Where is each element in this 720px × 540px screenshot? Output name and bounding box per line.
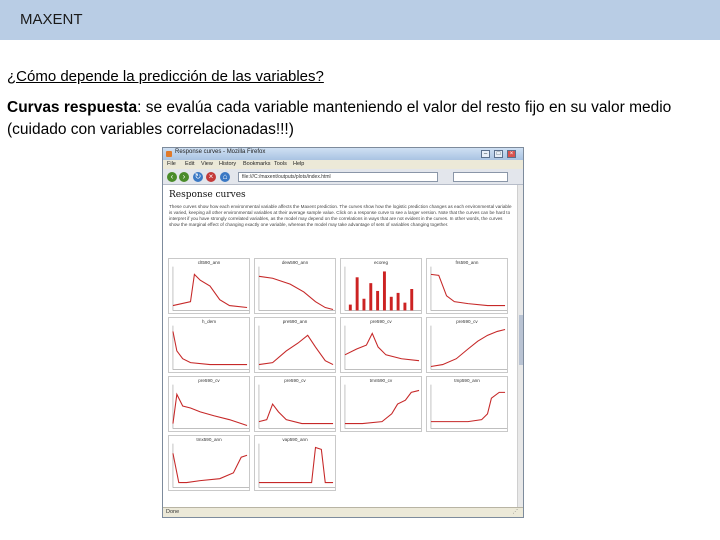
slide-body-text <box>7 97 713 141</box>
response-curve-plot <box>257 443 335 489</box>
response-curve-plot <box>171 325 249 371</box>
response-curve-label: pre590_cv <box>198 378 220 383</box>
slide-header-bar <box>0 0 720 40</box>
close-icon[interactable]: × <box>507 150 516 158</box>
status-resize-icon: ⋰ <box>512 509 518 515</box>
response-curve-line <box>173 331 247 364</box>
plot-axes <box>345 326 421 370</box>
search-input[interactable] <box>453 172 508 182</box>
menu-help[interactable]: Help <box>293 161 305 167</box>
maximize-icon[interactable]: □ <box>494 150 503 158</box>
response-bar <box>363 299 366 311</box>
response-curve-plot <box>343 325 421 371</box>
response-curve-line <box>431 274 505 305</box>
status-text: Done <box>166 509 180 515</box>
response-curve-line <box>259 447 333 482</box>
menu-tools[interactable]: Tools <box>274 161 287 167</box>
response-curve-label: tmp590_ann <box>454 378 480 383</box>
home-icon[interactable]: ⌂ <box>220 172 230 182</box>
response-curve-label: tmx590_ann <box>196 437 222 442</box>
slide-header-title: MAXENT <box>20 11 83 28</box>
address-url: file:///C:/maxent/outputs/plots/index.html <box>242 174 331 180</box>
body-bold-term: Curvas respuesta <box>7 99 138 116</box>
response-bar <box>390 297 393 311</box>
response-curve-line <box>173 274 247 307</box>
response-curve-label: pre590_cv <box>370 319 392 324</box>
stop-icon[interactable]: × <box>206 172 216 182</box>
plot-axes <box>173 267 249 311</box>
browser-screenshot <box>162 147 524 518</box>
response-curve-thumbnail[interactable] <box>340 258 422 314</box>
response-curve-plot <box>429 266 507 312</box>
menu-edit[interactable]: Edit <box>185 161 195 167</box>
response-curve-plot <box>343 384 421 430</box>
firefox-icon <box>166 151 172 157</box>
page-description: These curves show how each environmental variable affects the Maxent prediction. The curves show how the logistic prediction changes as each environmental variable is varied, keeping all other environmental variables at their average sample value. Click on a response curve to see a larger version. Note that the curves can be hard to interpret if you have strongly correlated variables, as the model may depend on the correlations in ways that are not evident in the curves. In other words, the curves show the marginal effect of changing exactly one variable, whereas the model may take advantage of sets of variables changing together. <box>169 204 512 227</box>
menu-file[interactable]: File <box>167 161 176 167</box>
response-curve-label: ecoreg <box>373 260 389 265</box>
address-bar[interactable] <box>238 172 438 182</box>
body-description: : se evalúa cada variable manteniendo el valor del resto fijo en su valor medio (cuidado con variables correlacionadas!!!) <box>7 99 672 138</box>
response-bar <box>376 291 379 311</box>
response-bar <box>356 277 359 310</box>
response-curve-line <box>173 453 247 482</box>
response-curve-plot <box>257 325 335 371</box>
response-curve-plot <box>429 384 507 430</box>
reload-icon[interactable]: ↻ <box>194 172 202 181</box>
response-bar <box>383 271 386 310</box>
browser-toolbar <box>163 169 523 185</box>
page-content <box>163 185 517 507</box>
response-curve-label: pre590_cv <box>284 378 306 383</box>
response-curve-thumbnail[interactable] <box>340 376 422 432</box>
response-curve-line <box>345 333 419 360</box>
response-curve-plot <box>257 266 335 312</box>
response-bar <box>410 289 413 310</box>
response-curve-label: frs590_ann <box>455 260 479 265</box>
browser-statusbar <box>163 507 523 517</box>
response-curve-line <box>173 394 247 425</box>
response-curve-thumbnail[interactable] <box>168 435 250 491</box>
response-curve-plot <box>257 384 335 430</box>
plot-axes <box>173 326 249 370</box>
response-curve-plot <box>343 266 421 312</box>
response-curve-thumbnail[interactable] <box>254 376 336 432</box>
response-curve-plot <box>429 325 507 371</box>
page-heading: Response curves <box>169 190 246 200</box>
response-curve-label: h_dem <box>201 319 217 324</box>
minimize-icon[interactable]: – <box>481 150 490 158</box>
response-curve-thumbnail[interactable] <box>168 258 250 314</box>
slide-question: ¿Cómo depende la predicción de las variables? <box>7 68 324 85</box>
response-curve-plot <box>171 266 249 312</box>
response-curve-plot <box>171 443 249 489</box>
forward-icon[interactable]: › <box>179 172 189 182</box>
response-curve-thumbnail[interactable] <box>254 435 336 491</box>
response-curve-thumbnail[interactable] <box>426 376 508 432</box>
response-curve-thumbnail[interactable] <box>426 258 508 314</box>
response-curve-thumbnail[interactable] <box>254 258 336 314</box>
plot-axes <box>345 385 421 429</box>
response-curve-thumbnail[interactable] <box>168 376 250 432</box>
response-curve-thumbnail[interactable] <box>168 317 250 373</box>
response-curve-thumbnail[interactable] <box>340 317 422 373</box>
response-curve-line <box>259 404 333 424</box>
response-curve-line <box>259 335 333 364</box>
browser-menubar <box>163 160 523 169</box>
response-curve-line <box>259 276 333 309</box>
browser-window-title: Response curves - Mozilla Firefox <box>175 149 266 155</box>
menu-history[interactable]: History <box>219 161 237 167</box>
response-bar <box>369 283 372 310</box>
response-curve-label: clt590_ann <box>197 260 221 265</box>
response-curve-label: tmn590_cv <box>369 378 393 383</box>
response-bar <box>397 293 400 311</box>
response-curve-thumbnail[interactable] <box>254 317 336 373</box>
back-icon[interactable]: ‹ <box>167 172 177 182</box>
scrollbar-thumb[interactable] <box>519 315 523 365</box>
response-curve-line <box>431 329 505 366</box>
menu-bookmarks[interactable]: Bookmarks <box>243 161 271 167</box>
response-curve-label: pre590_cv <box>456 319 478 324</box>
vertical-scrollbar[interactable] <box>517 185 523 507</box>
browser-titlebar <box>163 148 523 160</box>
response-bar <box>349 305 352 311</box>
response-bar <box>403 303 406 311</box>
response-curve-line <box>431 392 505 421</box>
response-curve-line <box>345 390 419 423</box>
response-curve-label: pre590_ann <box>282 319 308 324</box>
response-curve-plot <box>171 384 249 430</box>
response-curve-label: dew590_ann <box>281 260 309 265</box>
response-curve-thumbnail[interactable] <box>426 317 508 373</box>
menu-view[interactable]: View <box>201 161 213 167</box>
response-curve-label: vap590_ann <box>282 437 308 442</box>
